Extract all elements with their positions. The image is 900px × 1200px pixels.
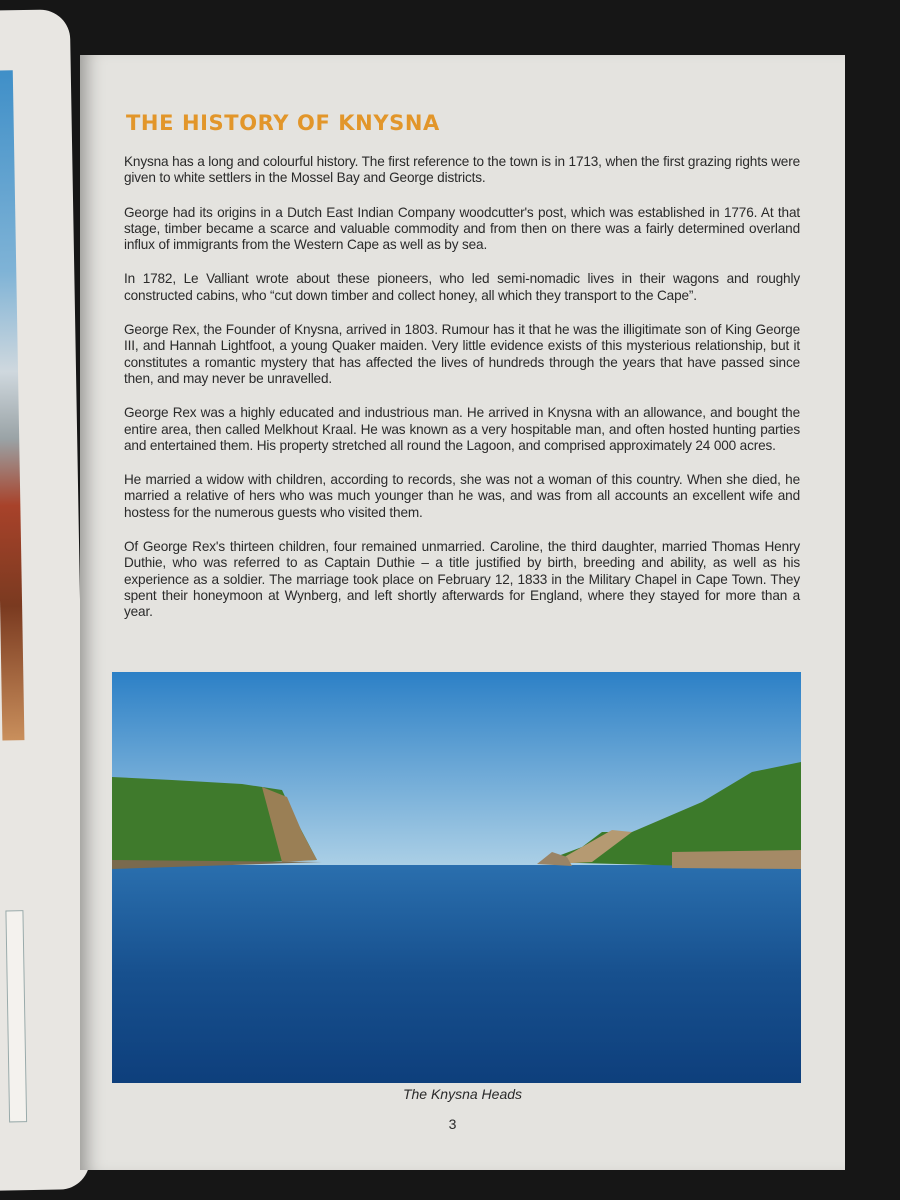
page-title: THE HISTORY OF KNYSNA xyxy=(126,111,440,135)
paragraph: George Rex, the Founder of Knysna, arrived in 1803. Rumour has it that he was the illigitimate son of King George III, and Hannah Lightfoot, a young Quaker maiden. Very little evidence exists of this mysterious relationship, but it constitutes a romantic mystery that has affected the lives of hundreds through the years that have passed since then, and may never be unravelled. xyxy=(124,322,800,386)
facing-page-photo-edge xyxy=(5,910,27,1122)
article-body xyxy=(124,154,800,639)
paragraph: In 1782, Le Valliant wrote about these pioneers, who led semi-nomadic lives in their wagons and roughly constructed cabins, who “cut down timber and collect honey, all which they transport to the Cape”. xyxy=(124,271,800,303)
paragraph: Of George Rex's thirteen children, four remained unmarried. Caroline, the third daughter, married Thomas Henry Duthie, who was referred to as Captain Duthie – a title justified by birth, breeding and ability, as well as his experience as a soldier. The marriage took place on February 12, 1833 in the Military Chapel in Cape Town. They spent their honeymoon at Wynberg, and left shortly afterwards for England, where they stayed for more than a year. xyxy=(124,539,800,620)
paragraph: Knysna has a long and colourful history. The first reference to the town is in 1713, when the first grazing rights were given to white settlers in the Mossel Bay and George districts. xyxy=(124,154,800,186)
page-number: 3 xyxy=(448,1116,457,1132)
knysna-heads-photo xyxy=(112,672,801,1083)
paragraph: He married a widow with children, according to records, she was not a woman of this country. When she died, he married a relative of hers who was much younger than he was, and was from all accounts an excellent wife and hostess for the numerous guests who visited them. xyxy=(124,472,800,520)
booklet-page xyxy=(80,55,845,1170)
facing-page xyxy=(0,9,90,1191)
photo-caption: The Knysna Heads xyxy=(402,1086,523,1102)
paragraph: George had its origins in a Dutch East Indian Company woodcutter's post, which was established in 1776. At that stage, timber became a scarce and valuable commodity and from then on there was a fairly determined overland influx of immigrants from the Western Cape as well as by sea. xyxy=(124,204,800,253)
facing-page-photo xyxy=(0,70,24,740)
paragraph: George Rex was a highly educated and industrious man. He arrived in Knysna with an allowance, and bought the entire area, then called Melkhout Kraal. He was known as a very hospitable man, and often hosted hunting parties and entertained them. His property stretched all round the Lagoon, and comprised approximately 24 000 acres. xyxy=(124,405,800,453)
